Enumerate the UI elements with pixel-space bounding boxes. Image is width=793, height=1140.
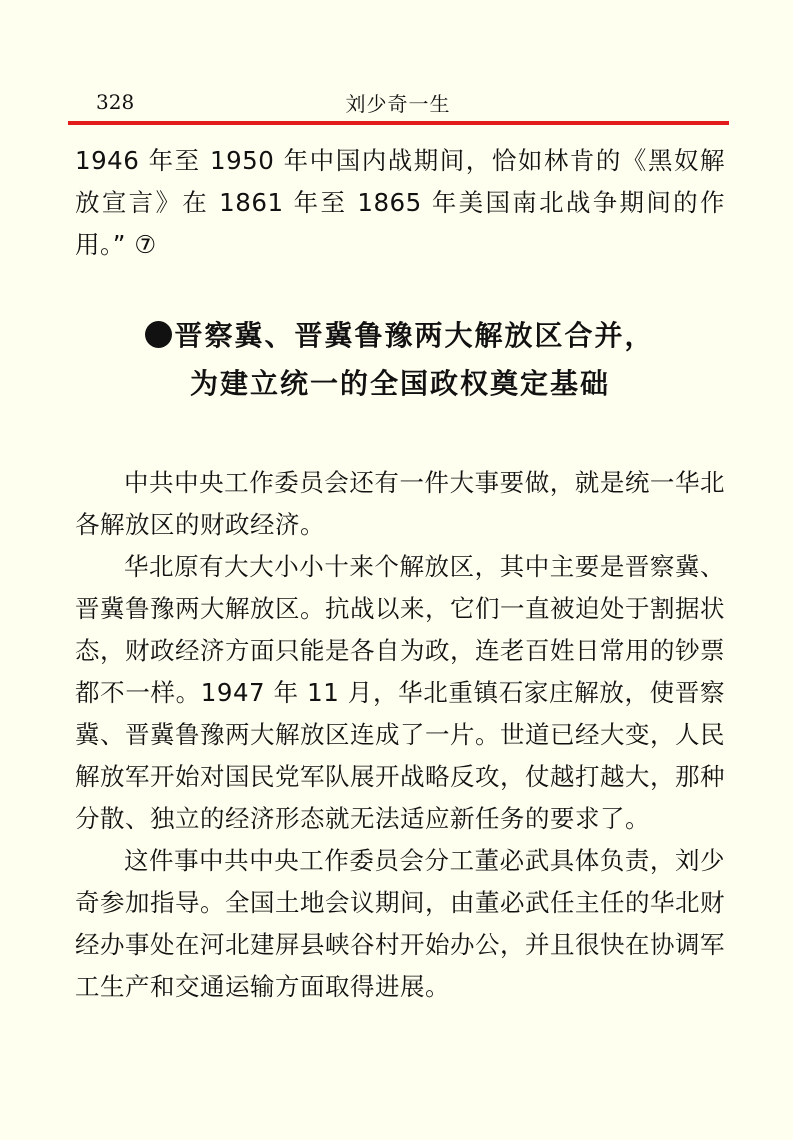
bullet-circle-icon — [145, 321, 172, 348]
page-header — [68, 86, 728, 118]
body-paragraph-1: 中共中央工作委员会还有一件大事要做，就是统一华北各解放区的财政经济。 — [75, 468, 725, 539]
body-paragraph-2: 华北原有大大小小十来个解放区，其中主要是晋察冀、晋冀鲁豫两大解放区。抗战以来，它们一直被迫处于割据状态，财政经济方面只能是各自为政，连老百姓日常用的钞票都不一样。1947 年 11 月，华北重镇石家庄解放，使晋察冀、晋冀鲁豫两大解放区连成了一片。世道已经大变，人民解放军开始对国民党军队展开战略反攻，仗越打越大，那种分散、独立的经济形态就无法适应新任务的要求了。 — [75, 552, 725, 833]
running-title: 刘少奇一生 — [345, 92, 451, 116]
section-heading — [75, 312, 725, 408]
intro-paragraph: 1946 年至 1950 年中国内战期间，恰如林肯的《黑奴解放宣言》在 1861 年至 1865 年美国南北战争期间的作用。” ⑦ — [75, 146, 725, 259]
section-heading-line-2: 为建立统一的全国政权奠定基础 — [189, 367, 610, 400]
header-rule — [68, 121, 729, 125]
page-body — [75, 140, 725, 1008]
page-number: 328 — [96, 90, 135, 114]
body-paragraph-3: 这件事中共中央工作委员会分工董必武具体负责，刘少奇参加指导。全国土地会议期间，由董必武任主任的华北财经办事处在河北建屏县峡谷村开始办公，并且很快在协调军工生产和交通运输方面取得进展。 — [75, 846, 725, 1001]
section-heading-line-1 — [75, 312, 725, 360]
section-heading-text-1: 晋察冀、晋冀鲁豫两大解放区合并， — [174, 319, 655, 352]
